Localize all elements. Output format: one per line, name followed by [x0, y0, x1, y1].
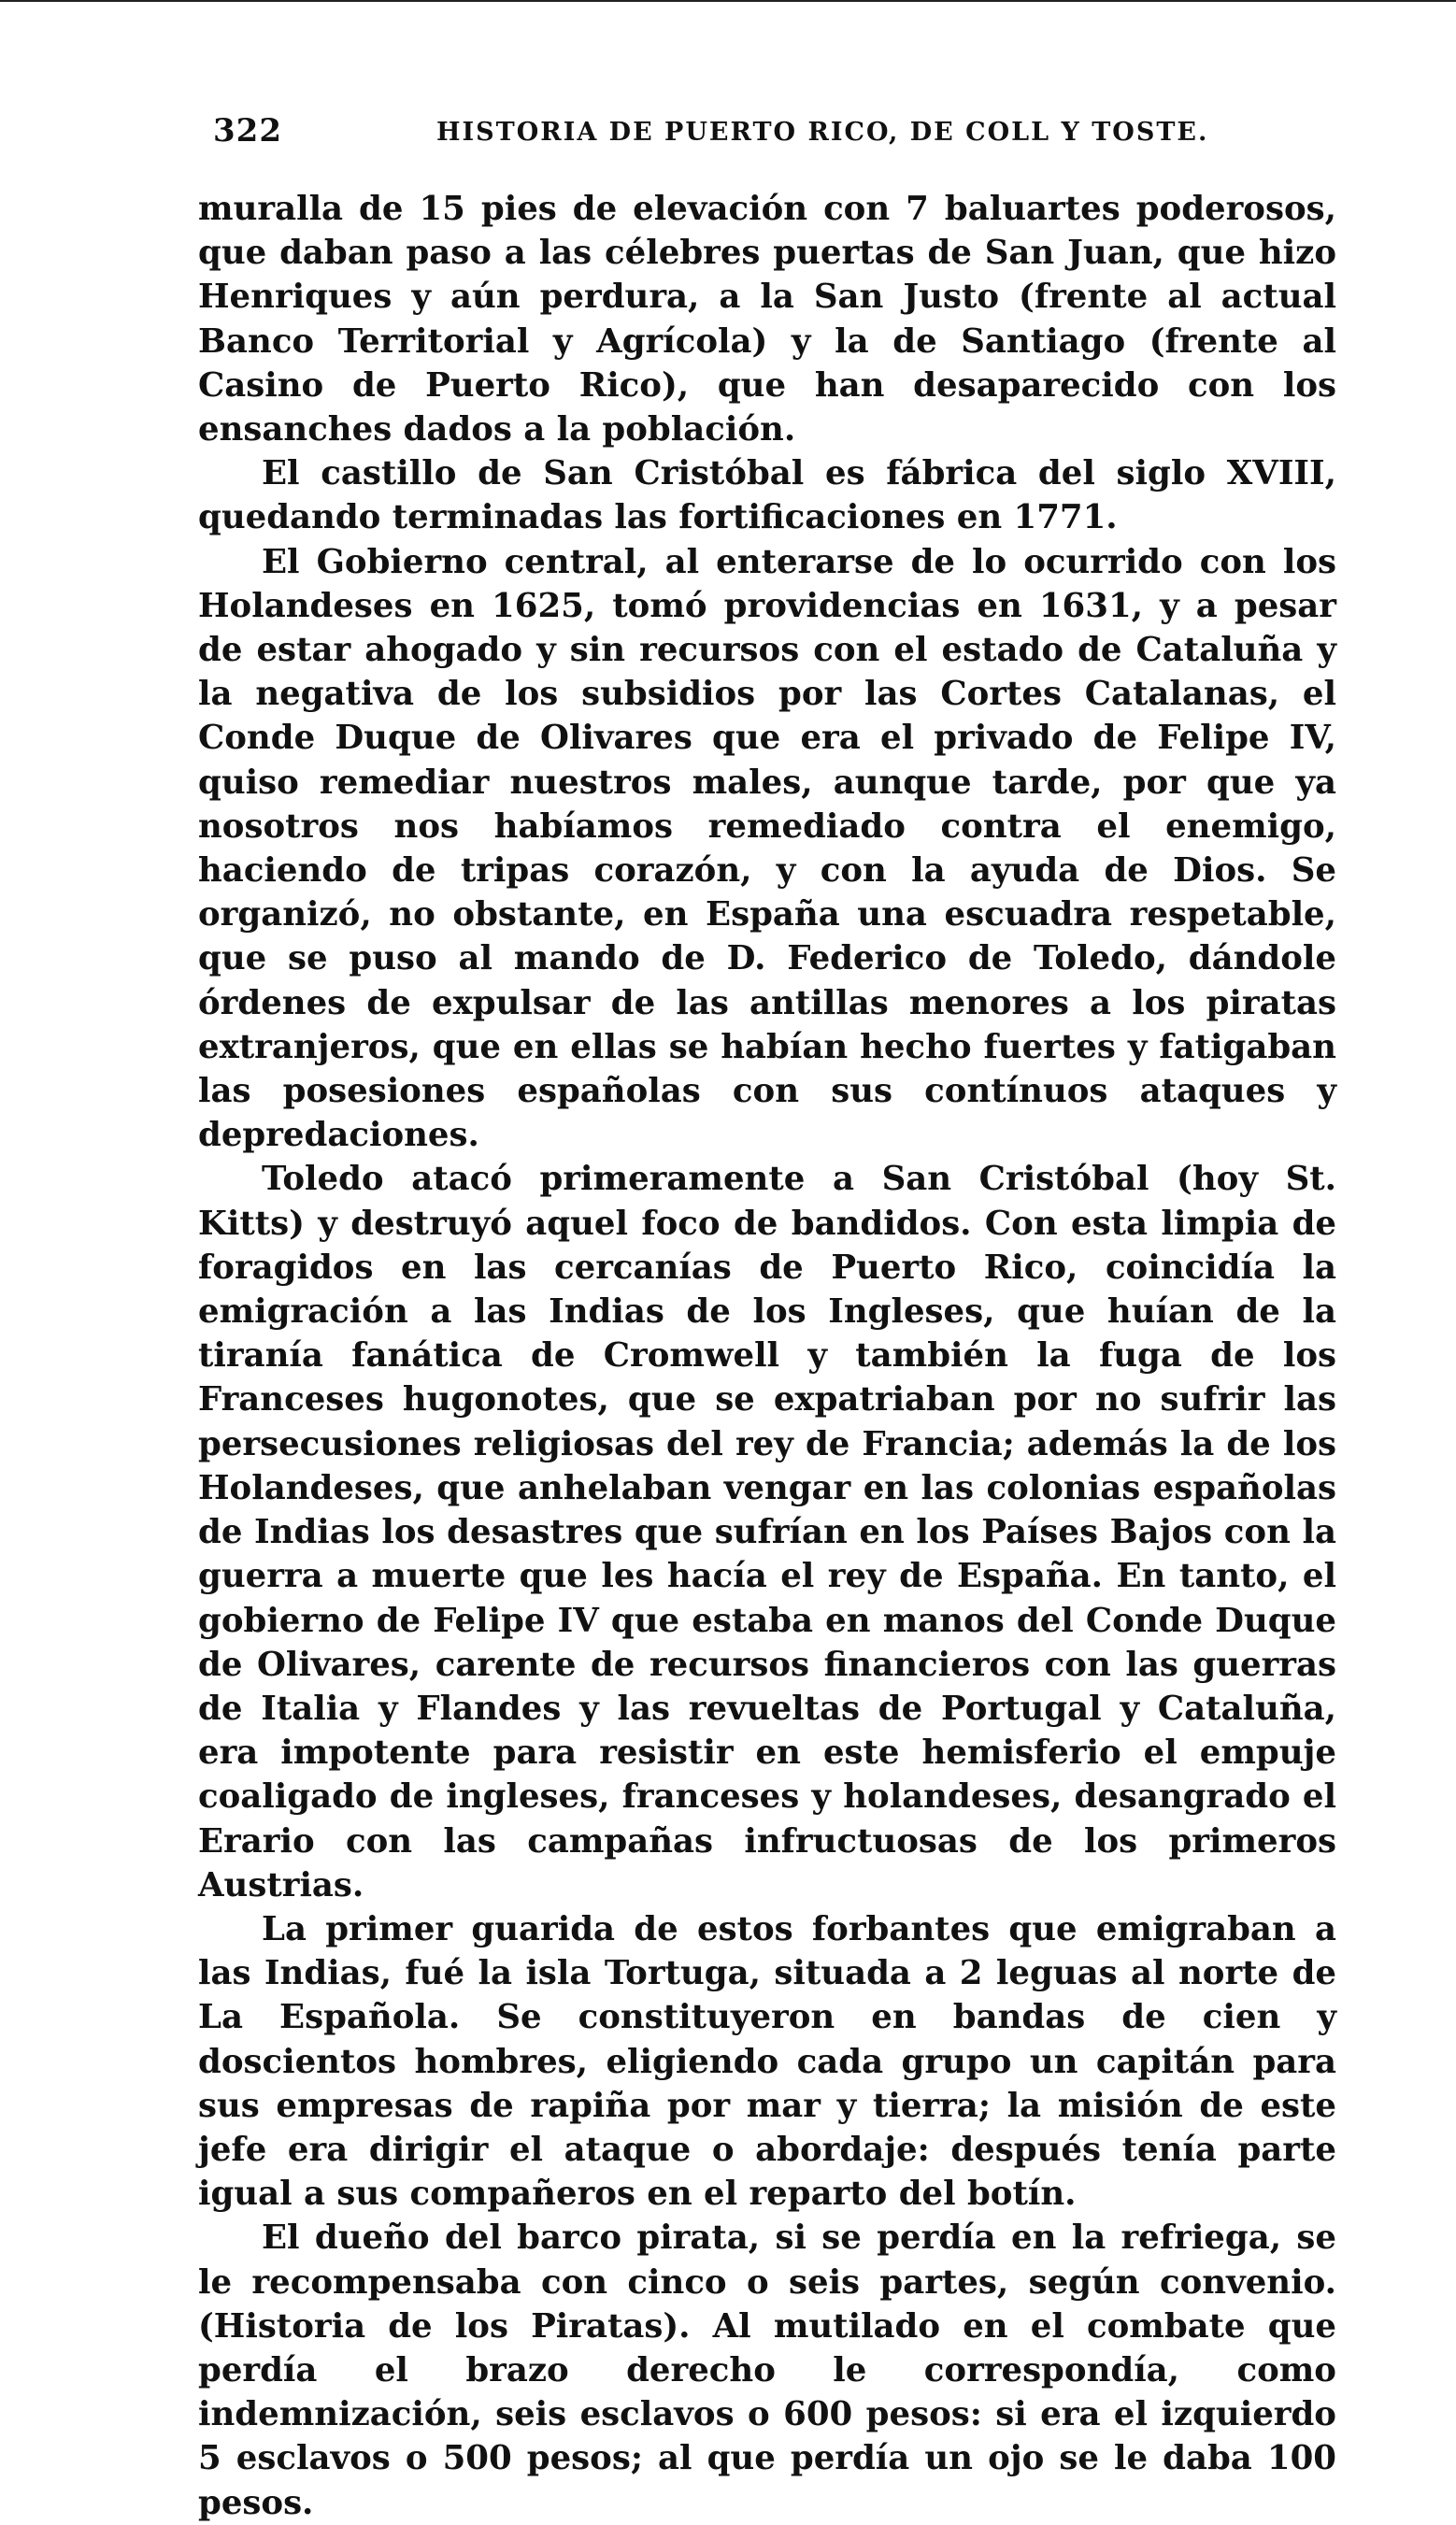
paragraph-5: La primer guarida de estos forbantes que emigraban a las Indias, fué la isla Tortuga, situada a 2 leguas al norte de La Española. Se constituyeron en bandas de cien y doscientos hombres, eligiendo cada grupo un capitán para sus empresas de rapiña por mar y tierra; la misión de este jefe era dirigir el ataque o abordaje: después tenía parte igual a sus compañeros en el reparto del botín.: [198, 1909, 1336, 2214]
paragraph-1: muralla de 15 pies de elevación con 7 baluartes poderosos, que daban paso a las célebres puertas de San Juan, que hizo Henriques y aún perdura, a la San Justo (frente al actual Banco Territorial y Agrícola) y la de Santiago (frente al Casino de Puerto Rico), que han desaparecido con los ensanches dados a la población.: [198, 190, 1336, 449]
book-page: [198, 112, 1336, 2525]
paragraph-4: Toledo atacó primeramente a San Cristóbal (hoy St. Kitts) y destruyó aquel foco de bandidos. Con esta limpia de foragidos en las cercanías de Puerto Rico, coincidía la emigración a las Indias de los Ingleses, que huían de la tiranía fanática de Cromwell y también la fuga de los Franceses hugonotes, que se expatriaban por no sufrir las persecusiones religiosas del rey de Francia; además la de los Holandeses, que anhelaban vengar en las colonias españolas de Indias los desastres que sufrían en los Países Bajos con la guerra a muerte que les hacía el rey de España. En tanto, el gobierno de Felipe IV que estaba en manos del Conde Duque de Olivares, carente de recursos financieros con las guerras de Italia y Flandes y las revueltas de Portugal y Cataluña, era impotente para resistir en este hemisferio el empuje coaligado de ingleses, franceses y holandeses, desangrado el Erario con las campañas infructuosas de los primeros Austrias.: [198, 1160, 1336, 1904]
paragraph-2: El castillo de San Cristóbal es fábrica del siglo XVIII, quedando terminadas las fortificaciones en 1771.: [198, 454, 1336, 537]
top-rule: [0, 0, 1456, 2]
page-header: [198, 112, 1336, 168]
paragraph-6: El dueño del barco pirata, si se perdía en la refriega, se le recompensaba con cinco o seis partes, según convenio. (Historia de los Piratas). Al mutilado en el combate que perdía el brazo derecho le correspondía, como indemnización, seis esclavos o 600 pesos: si era el izquierdo 5 esclavos o 500 pesos; al que perdía un ojo se le daba 100 pesos.: [198, 2218, 1336, 2522]
running-title: HISTORIA DE PUERTO RICO, DE COLL Y TOSTE.: [436, 118, 1209, 147]
body-text: [198, 187, 1336, 2525]
paragraph-3: El Gobierno central, al enterarse de lo ocurrido con los Holandeses en 1625, tomó providencias en 1631, y a pesar de estar ahogado y sin recursos con el estado de Cataluña y la negativa de los subsidios por las Cortes Catalanas, el Conde Duque de Olivares que era el privado de Felipe IV, quiso remediar nuestros males, aunque tarde, por que ya nosotros nos habíamos remediado contra el enemigo, haciendo de tripas corazón, y con la ayuda de Dios. Se organizó, no obstante, en España una escuadra respetable, que se puso al mando de D. Federico de Toledo, dándole órdenes de expulsar de las antillas menores a los piratas extranjeros, que en ellas se habían hecho fuertes y fatigaban las posesiones españolas con sus contínuos ataques y depredaciones.: [198, 542, 1336, 1155]
page-number: 322: [213, 112, 282, 150]
